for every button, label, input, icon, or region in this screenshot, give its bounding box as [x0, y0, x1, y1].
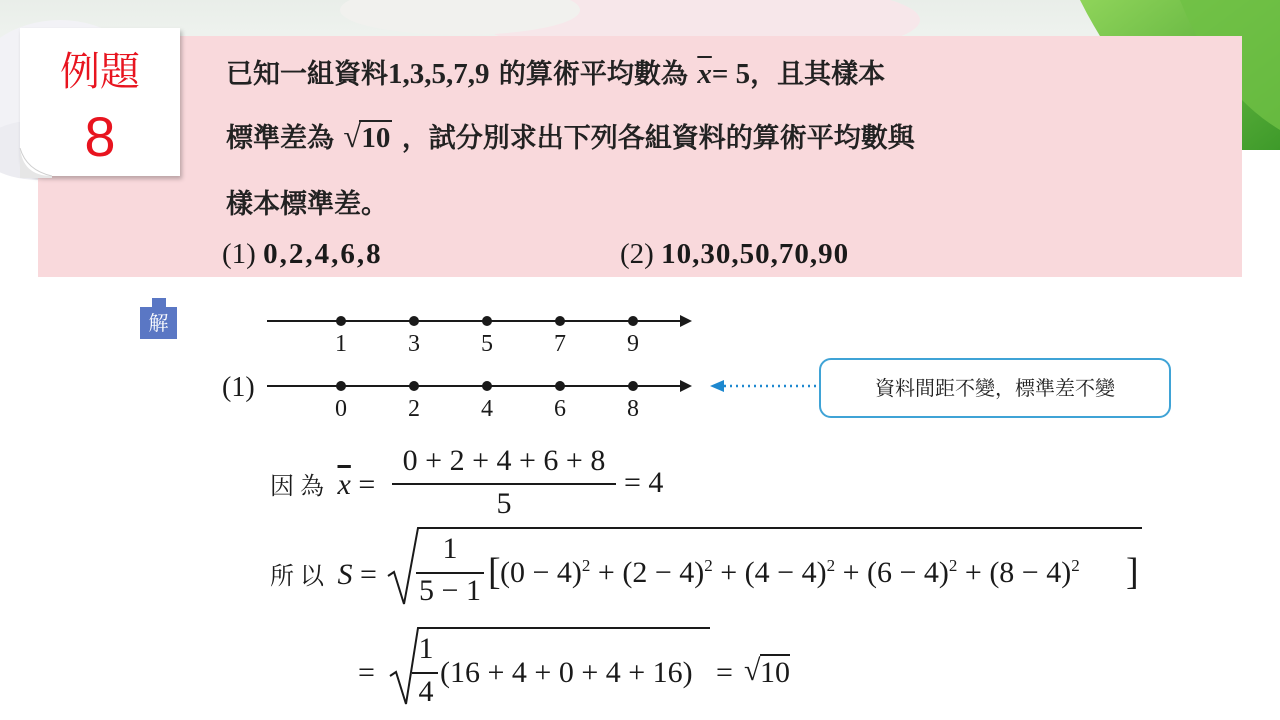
arrowhead-icon [680, 380, 692, 392]
problem-line-1-text-b: 的算術平均數為 [498, 59, 688, 90]
option-2-data: 10,30,50,70,90 [661, 238, 850, 270]
sqrt-radicand: 10 [361, 122, 391, 154]
sd-line-label [270, 556, 377, 592]
sd-symbol: S [337, 558, 353, 591]
mean-equals: = [358, 468, 376, 501]
sd2-equals: = [358, 656, 375, 689]
sd-term-exponent: 2 [581, 556, 591, 575]
sd-prefix: 所以 [270, 562, 330, 590]
problem-line-2-text-a: 標準差為 [226, 123, 334, 154]
number-line-shifted-point [482, 381, 492, 391]
problem-line-3: 樣本標準差。 [226, 189, 388, 220]
sqrt-ten-result [744, 656, 790, 690]
sd2-result [744, 656, 790, 690]
option-1-label: (1) [222, 238, 256, 270]
number-line-shifted-point [409, 381, 419, 391]
problem-line-1-text-a: 已知一組資料 [226, 59, 388, 90]
number-line-shifted-label: 8 [627, 396, 639, 422]
number-line-shifted-label: 4 [481, 396, 493, 422]
mean-prefix: 因為 [270, 472, 330, 500]
sd-equals: = [360, 558, 377, 591]
mean-symbol: $\overline{x}$ [697, 58, 712, 90]
number-line-original-label: 9 [627, 331, 639, 357]
left-bracket: [ [488, 551, 501, 593]
solution-part-label: (1) [222, 372, 255, 403]
number-line-original-point [628, 316, 638, 326]
number-line-shifted [267, 380, 692, 422]
number-line-original-label: 3 [408, 331, 420, 357]
number-line-shifted-label: 2 [408, 396, 420, 422]
sqrt-ten [343, 118, 392, 155]
number-line-original [267, 315, 692, 357]
callout-note: 資料間距不變，標準差不變 [819, 358, 1171, 418]
sd-frac-num: 1 [442, 532, 458, 565]
mean-value: = 5 [711, 58, 751, 90]
radical-icon: √ [343, 118, 361, 154]
sd-terms: $(0 - 4)^2 + (2 - 4)^2 + (4 - 4)^2 + (6 - 4)^2 + (8 - 4)^2$ [500, 556, 1080, 589]
arrowhead-icon [680, 315, 692, 327]
number-line-shifted-point [628, 381, 638, 391]
mean-fraction-bar [392, 483, 616, 485]
problem-line-1-text-c: ，且其樣本 [750, 59, 886, 90]
sd-term: (8 − 4) [989, 556, 1072, 589]
sd-term: (2 − 4) [622, 556, 705, 589]
sd-term-exponent: 2 [704, 556, 713, 575]
number-line-original-point [555, 316, 565, 326]
mean-denominator: 5 [496, 487, 512, 520]
left-arrow-icon [710, 380, 724, 392]
mean-xbar: $\overline{x}$ [337, 468, 351, 501]
number-line-original-label: 7 [554, 331, 566, 357]
problem-line-2-text-b: ，試分別求出下列各組資料的算術平均數與 [401, 123, 915, 154]
number-line-original-point [409, 316, 419, 326]
problem-line-2 [226, 116, 915, 155]
sd2-equals-2: = [716, 656, 733, 689]
number-line-shifted-label: 6 [554, 396, 566, 422]
number-line-shifted-point [555, 381, 565, 391]
sd2-frac-num: 1 [418, 632, 434, 665]
number-line-original-point [482, 316, 492, 326]
example-badge-title: 例題 [60, 49, 140, 95]
sd-term: (0 − 4) [500, 556, 582, 589]
sd-term: (4 − 4) [744, 556, 827, 589]
sd-term-exponent: 2 [1071, 556, 1080, 575]
sd2-fraction-bar [412, 672, 438, 674]
sd-term-exponent: 2 [826, 556, 836, 575]
mean-result: = 4 [624, 466, 664, 499]
number-line-original-point [336, 316, 346, 326]
example-badge-number: 8 [84, 105, 116, 168]
sd-term-exponent: 2 [948, 556, 958, 575]
number-line-original-label: 5 [481, 331, 493, 357]
sd-frac-den: 5 − 1 [419, 574, 481, 607]
number-line-shifted-point [336, 381, 346, 391]
solution-tag: 解 [140, 307, 177, 339]
right-bracket: ] [1126, 551, 1139, 593]
sd2-frac-den: 4 [418, 675, 434, 708]
mean-numerator: 0 + 2 + 4 + 6 + 8 [402, 444, 606, 477]
option-2 [620, 238, 849, 271]
problem-data-set: 1,3,5,7,9 [388, 58, 490, 90]
radical-icon: √ [744, 654, 761, 687]
mean-line [270, 466, 375, 502]
problem-line-1 [226, 52, 885, 91]
sd2-sum: (16 + 4 + 0 + 4 + 16) [440, 656, 693, 689]
option-1-data: 0,2,4,6,8 [263, 238, 383, 270]
number-line-original-label: 1 [335, 331, 347, 357]
sd-term: (6 − 4) [866, 556, 949, 589]
number-line-shifted-label: 0 [335, 396, 347, 422]
option-2-label: (2) [620, 238, 654, 270]
option-1 [222, 238, 383, 271]
sd2-result-radicand: 10 [760, 656, 790, 689]
